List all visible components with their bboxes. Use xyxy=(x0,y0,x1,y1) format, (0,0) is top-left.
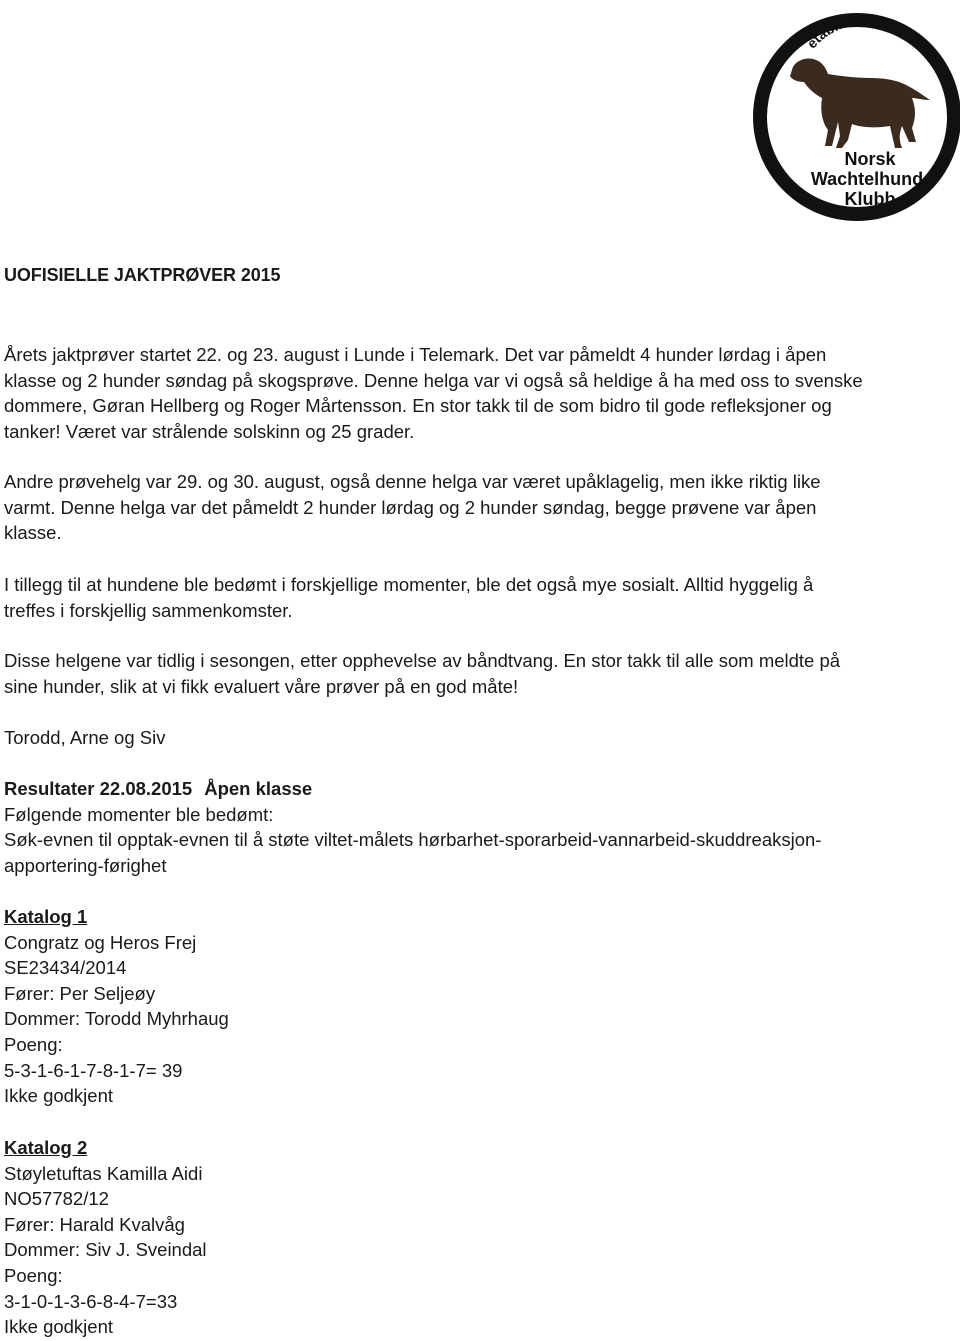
handler: Fører: Harald Kvalvåg xyxy=(4,1213,185,1235)
social-paragraph xyxy=(4,572,944,623)
text-line: I tillegg til at hundene ble bedømt i forskjellige momenter, ble det også mye sosialt. Alltid hyggelig å xyxy=(4,574,814,595)
signature xyxy=(4,725,944,751)
points-label: Poeng: xyxy=(4,1264,63,1286)
results-heading xyxy=(4,776,944,802)
text-line: klasse og 2 hunder søndag på skogsprøve. Denne helga var vi også så heldige å ha med oss to svenske xyxy=(4,369,863,391)
catalog-entry xyxy=(4,1135,944,1340)
intro-paragraph xyxy=(4,342,944,444)
results-section xyxy=(4,776,944,878)
second-weekend-paragraph xyxy=(4,469,944,546)
text-line: sine hunder, slik at vi fikk evaluert våre prøver på en god måte! xyxy=(4,675,519,697)
registration-number: NO57782/12 xyxy=(4,1188,109,1210)
moments-line: Søk-evnen til opptak-evnen til å støte viltet-målets hørbarhet-sporarbeid-vannarbeid-skuddreaksjon- xyxy=(4,829,822,851)
logo-line-1: Norsk xyxy=(844,149,896,169)
signature-text: Torodd, Arne og Siv xyxy=(4,727,166,748)
results-class: Åpen klasse xyxy=(204,778,313,799)
text-line: tanker! Været var strålende solskinn og 25 grader. xyxy=(4,420,415,442)
catalog-entry xyxy=(4,904,944,1109)
result: Ikke godkjent xyxy=(4,1085,114,1107)
text-line: treffes i forskjellig sammenkomster. xyxy=(4,599,293,621)
text-line: Andre prøvehelg var 29. og 30. august, også denne helga var været upåklagelig, men ikke riktig like xyxy=(4,471,821,492)
text-line: dommere, Gøran Hellberg og Roger Mårtensson. En stor takk til de som bidro til gode refleksjoner og xyxy=(4,395,832,417)
judge: Dommer: Torodd Myhrhaug xyxy=(4,1008,229,1030)
logo-line-3: Klubb xyxy=(844,189,896,209)
club-logo xyxy=(752,2,960,230)
text-line: varmt. Denne helga var det påmeldt 2 hunder lørdag og 2 hunder søndag, begge prøvene var åpen xyxy=(4,496,817,518)
catalog-heading: Katalog 1 xyxy=(4,906,88,927)
text-line: Årets jaktprøver startet 22. og 23. august i Lunde i Telemark. Det var påmeldt 4 hunder lørdag i åpen xyxy=(4,344,827,365)
result: Ikke godkjent xyxy=(4,1316,114,1338)
points: 3-1-0-1-3-6-8-4-7=33 xyxy=(4,1290,178,1312)
logo-arc-text: etabl. 2007 xyxy=(803,11,879,52)
handler: Fører: Per Seljeøy xyxy=(4,982,156,1004)
points-label: Poeng: xyxy=(4,1033,63,1055)
dog-name: Støyletuftas Kamilla Aidi xyxy=(4,1162,203,1184)
dog-name: Congratz og Heros Frej xyxy=(4,931,197,953)
logo-line-2: Wachtelhund xyxy=(810,169,924,189)
judge: Dommer: Siv J. Sveindal xyxy=(4,1239,207,1261)
results-intro: Følgende momenter ble bedømt: xyxy=(4,803,274,825)
thanks-paragraph xyxy=(4,648,944,699)
points: 5-3-1-6-1-7-8-1-7= 39 xyxy=(4,1059,183,1081)
text-line: Disse helgene var tidlig i sesongen, etter opphevelse av båndtvang. En stor takk til alle som meldte på xyxy=(4,650,841,671)
results-date: Resultater 22.08.2015 xyxy=(4,778,193,799)
registration-number: SE23434/2014 xyxy=(4,957,127,979)
page-title: UOFISIELLE JAKTPRØVER 2015 xyxy=(4,265,281,285)
moments-line: apportering-førighet xyxy=(4,854,167,876)
catalog-heading: Katalog 2 xyxy=(4,1137,88,1158)
text-line: klasse. xyxy=(4,522,62,544)
